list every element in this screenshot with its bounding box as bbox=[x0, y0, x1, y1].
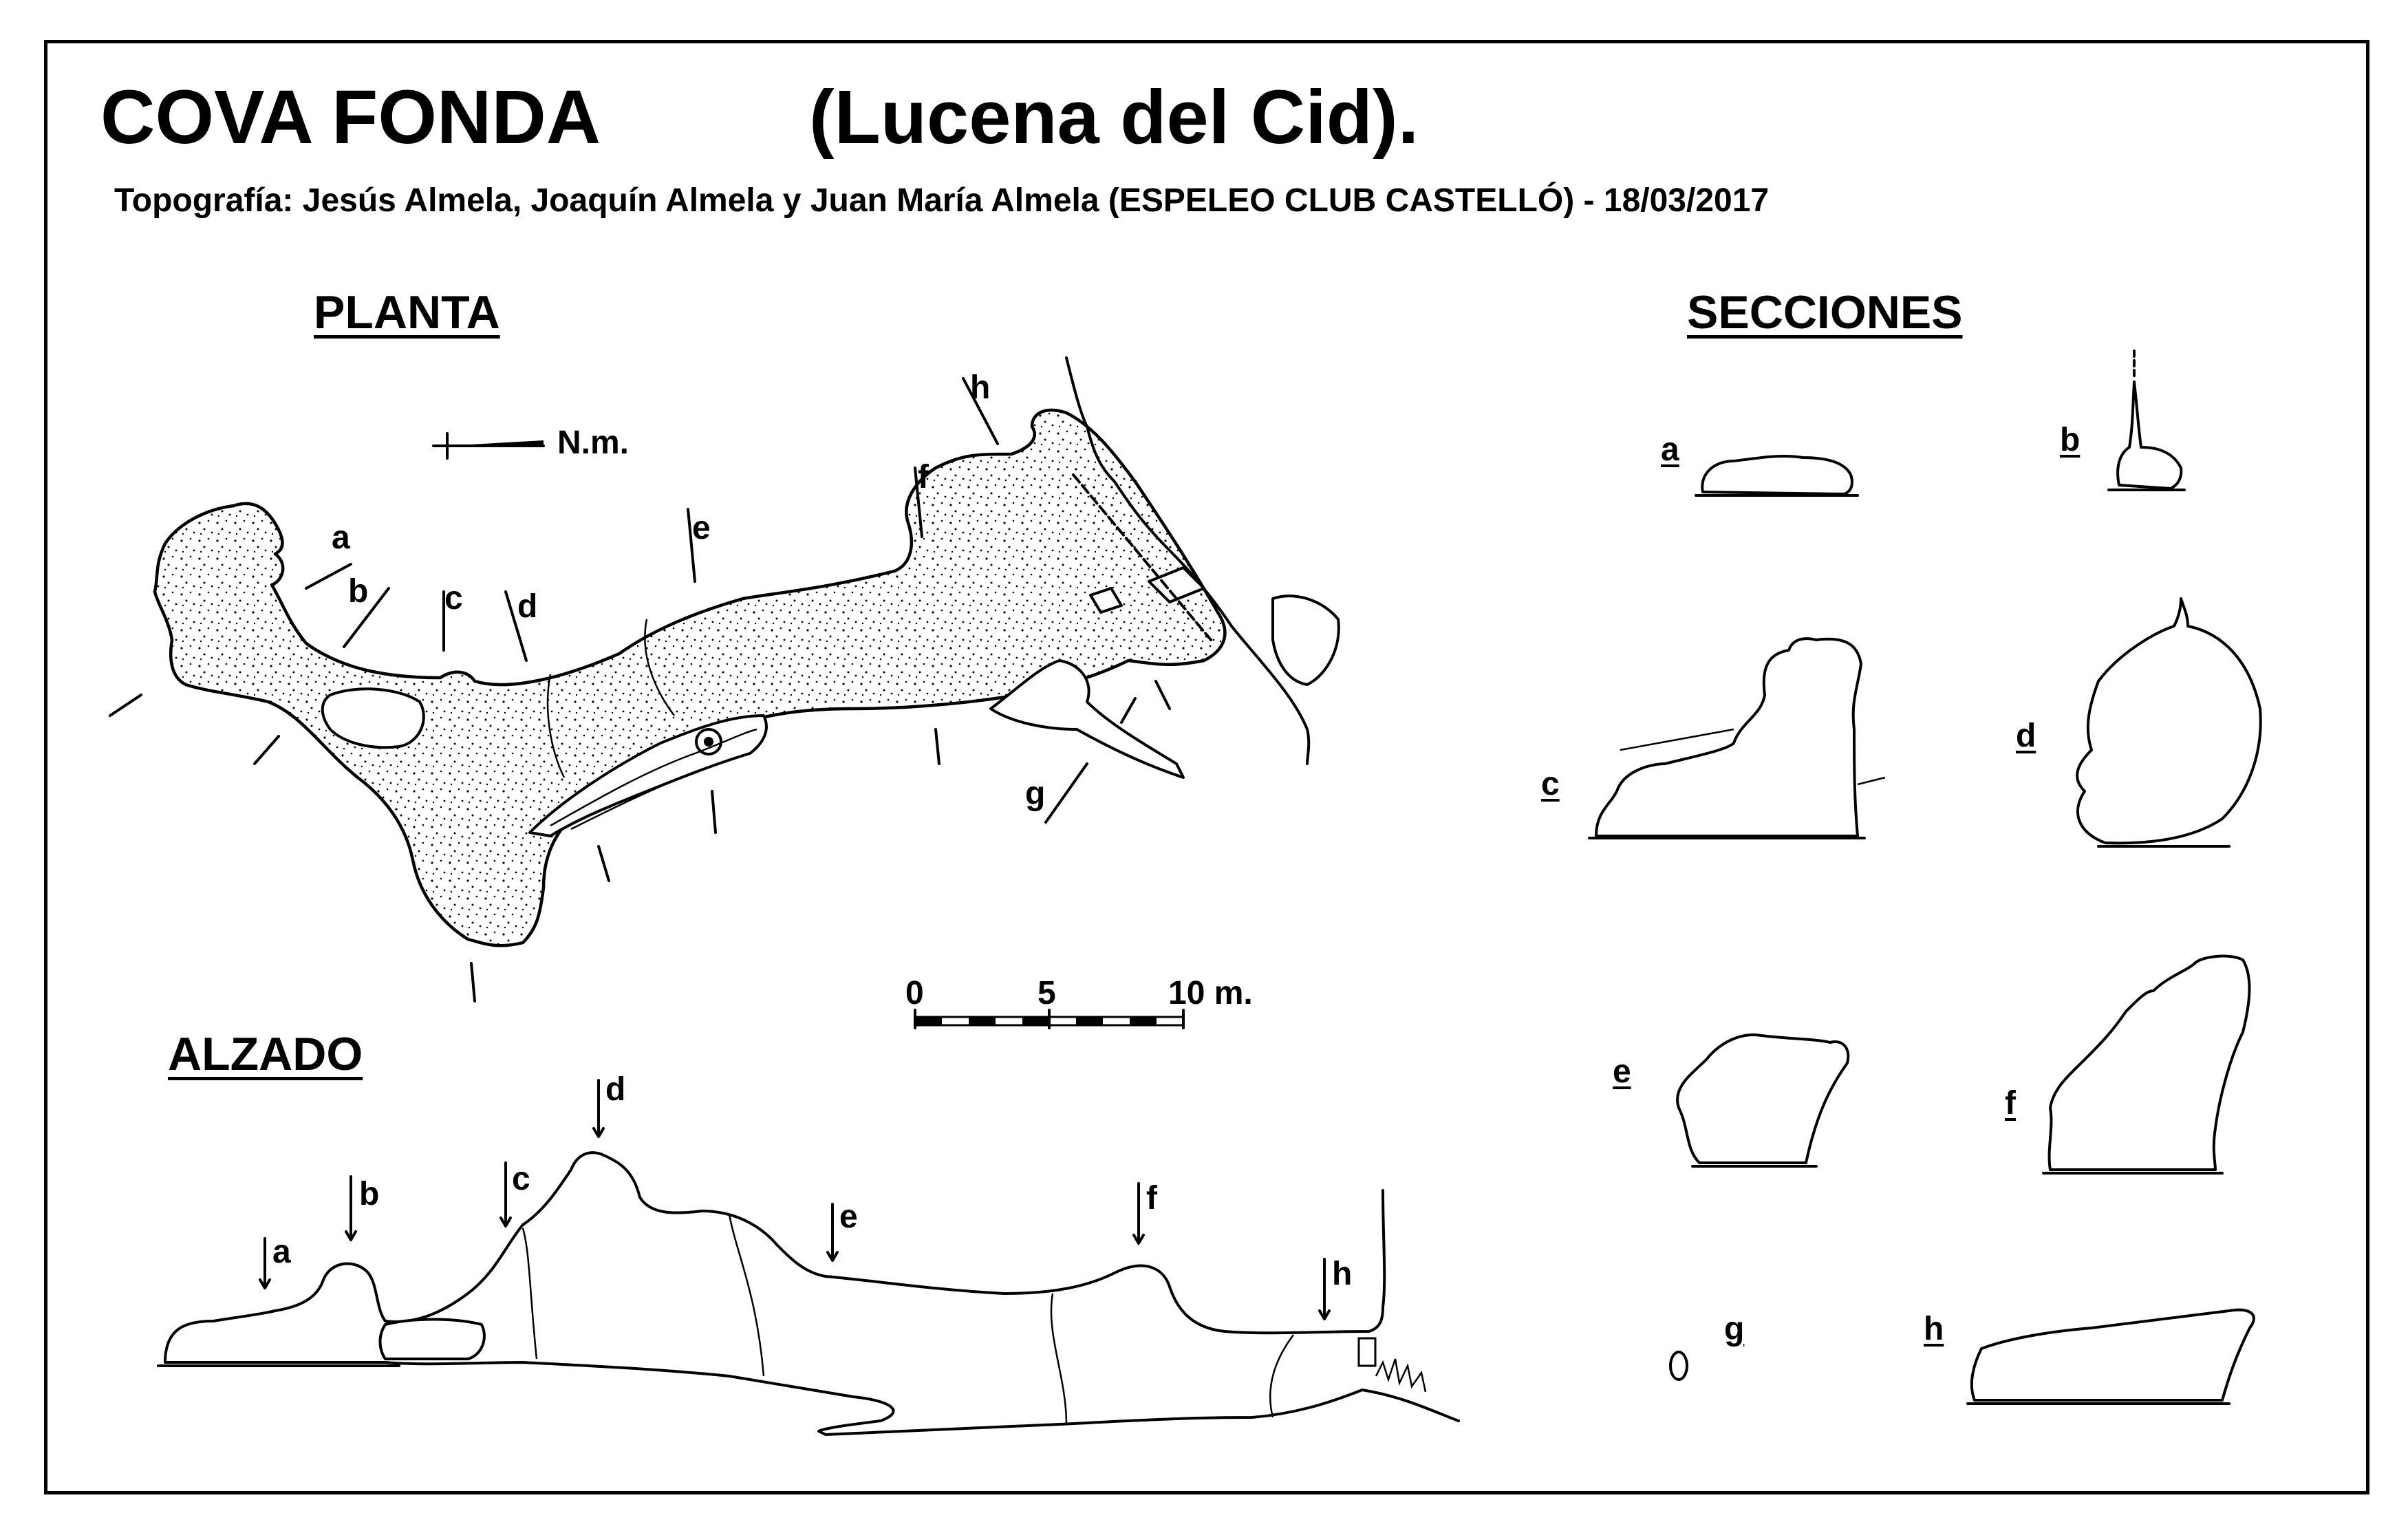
section-label-h: h bbox=[1924, 1311, 1944, 1347]
section-a-shape bbox=[1702, 456, 1852, 494]
planta-cut-label-c: c bbox=[444, 580, 463, 617]
alzado-cut-label-f: f bbox=[1146, 1180, 1157, 1216]
elevation-floor bbox=[165, 1362, 1459, 1435]
cave-title: COVA FONDA bbox=[100, 75, 601, 160]
secciones-heading: SECCIONES bbox=[1687, 286, 1963, 339]
planta-plan-view bbox=[110, 358, 1339, 1001]
scale-bar bbox=[915, 1010, 1183, 1028]
planta-cut-label-e: e bbox=[692, 510, 711, 546]
planta-cut-label-a: a bbox=[332, 519, 350, 556]
scale-label-10m: 10 m. bbox=[1168, 975, 1253, 1011]
alzado-cut-label-e: e bbox=[839, 1199, 858, 1235]
alzado-cut-label-h: h bbox=[1332, 1256, 1353, 1292]
section-label-g: g bbox=[1724, 1311, 1745, 1347]
section-e-shape bbox=[1677, 1035, 1848, 1163]
alzado-cut-label-d: d bbox=[605, 1071, 626, 1108]
north-arrow-icon bbox=[433, 433, 544, 458]
section-h-shape bbox=[1972, 1310, 2254, 1400]
elevation-boulder bbox=[380, 1320, 484, 1360]
planta-heading: PLANTA bbox=[314, 286, 500, 339]
north-label: N.m. bbox=[557, 425, 630, 461]
alzado-cut-label-a: a bbox=[272, 1234, 291, 1270]
boulder bbox=[1273, 596, 1339, 685]
section-f-shape bbox=[2050, 956, 2250, 1170]
cave-location: (Lucena del Cid). bbox=[809, 75, 1419, 160]
elevation-ceiling bbox=[165, 1153, 1384, 1362]
section-label-f: f bbox=[2005, 1085, 2016, 1122]
planta-cut-label-b: b bbox=[348, 573, 369, 610]
alzado-cut-label-c: c bbox=[512, 1161, 530, 1197]
alzado-heading: ALZADO bbox=[168, 1028, 363, 1080]
section-g-shape bbox=[1670, 1352, 1687, 1380]
planta-cut-label-h: h bbox=[970, 369, 991, 406]
secciones-cross-sections bbox=[1589, 351, 2261, 1404]
planta-cut-label-d: d bbox=[517, 588, 538, 625]
planta-cut-label-f: f bbox=[918, 459, 929, 495]
section-label-c: c bbox=[1541, 766, 1560, 802]
section-label-d: d bbox=[2016, 718, 2036, 754]
section-c-shape bbox=[1596, 639, 1861, 836]
scale-label-0: 0 bbox=[905, 975, 924, 1011]
scale-label-5: 5 bbox=[1038, 975, 1056, 1011]
planta-cut-label-g: g bbox=[1025, 775, 1046, 812]
alzado-elevation bbox=[158, 1080, 1459, 1435]
section-d-shape bbox=[2077, 599, 2261, 843]
section-label-e: e bbox=[1613, 1053, 1631, 1090]
alzado-cut-label-b: b bbox=[359, 1176, 380, 1212]
section-b-shape bbox=[2118, 382, 2181, 489]
survey-credits: Topografía: Jesús Almela, Joaquín Almela y Juan María Almela (ESPELEO CLUB CASTELLÓ) - 18/03/2017 bbox=[114, 182, 1770, 219]
section-label-b: b bbox=[2060, 422, 2081, 458]
section-label-a: a bbox=[1661, 431, 1679, 468]
